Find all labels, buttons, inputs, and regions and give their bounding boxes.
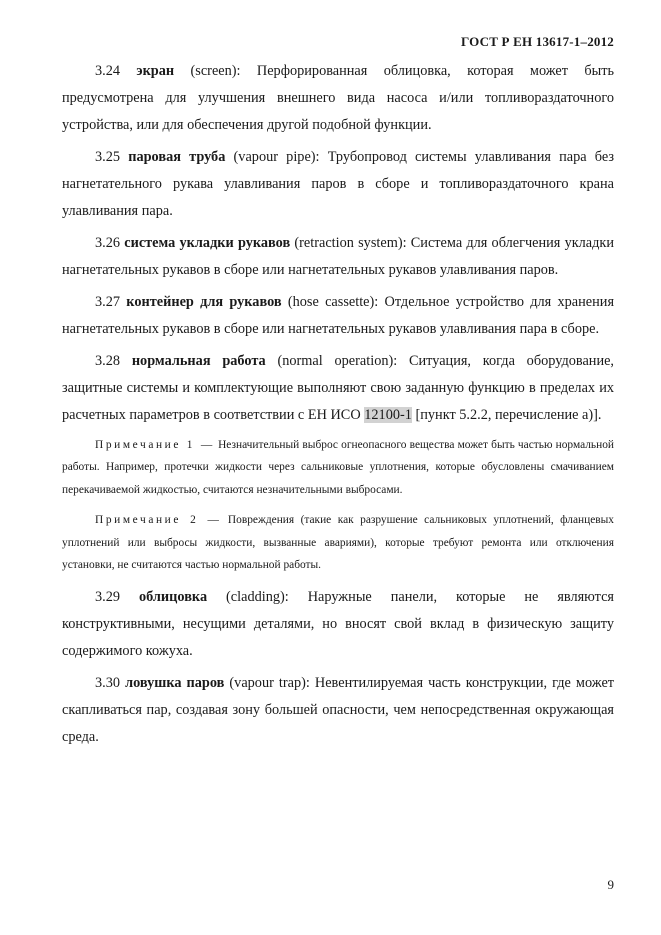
standard-reference-link[interactable]: 12100-1 <box>364 407 412 423</box>
term-definition: Ситуация, когда оборудование, защитные системы и комплектующие выполняют свою заданную функцию в пределах их расчетных параметров в соответствии с ЕН ИСО <box>62 353 615 423</box>
entry-number: 3.30 <box>95 675 121 692</box>
term-english: (vapour pipe): <box>233 149 320 165</box>
term-entry-3-30 <box>62 670 614 751</box>
term-entry-3-28 <box>62 348 614 429</box>
page-number: 9 <box>607 877 614 892</box>
term-title: ловушка паров <box>125 675 225 692</box>
entry-number: 3.29 <box>95 589 121 606</box>
term-english: (vapour trap): <box>229 675 310 692</box>
term-english: (cladding): <box>226 589 289 606</box>
document-header: ГОСТ Р ЕН 13617-1–2012 <box>461 34 614 49</box>
term-definition: Отдельное устройство для хранения нагнетательных рукавов в сборе или нагнетательных рукавов улавливания пара в сборе. <box>62 294 615 337</box>
term-definition: Невентилируемая часть конструкции, где может скапливаться пар, создавая зону большей опасности, чем непосредственная окружающая среда. <box>62 675 615 746</box>
term-definition: Трубопровод системы улавливания пара без нагнетательного рукава улавливания паров в сборе и топливораздаточного крана улавливания пара. <box>62 149 615 219</box>
term-title: нормальная работа <box>131 353 266 369</box>
note-text: Незначительный выброс огнеопасного вещества может быть частью нормальной работы. Например, протечки жидкости через сальниковые уплотнения, которые обусловлены смачиванием перекачиваемой жидкостью, считаются незначительными выбросами. <box>62 439 614 496</box>
term-definition: Наружные панели, которые не являются конструктивными, несущими деталями, но вносят свой вклад в физическую защиту содержимого кожуха. <box>62 589 615 660</box>
term-definition: Перфорированная облицовка, которая может быть предусмотрена для улучшения внешнего вида насоса и/или топливораздаточного устройства, или для обеспечения другой подобной функции. <box>62 63 615 133</box>
entry-number: 3.28 <box>95 353 121 369</box>
note-1 <box>62 434 614 501</box>
note-label: Примечание 1 — <box>95 439 215 451</box>
term-entry-3-29 <box>62 584 614 665</box>
term-title: контейнер для рукавов <box>126 294 282 310</box>
term-entry-3-27 <box>62 289 614 343</box>
entry-number: 3.25 <box>95 149 121 165</box>
term-english: (retraction system): <box>294 235 407 251</box>
term-entry-3-26 <box>62 230 614 284</box>
note-text: Повреждения (такие как разрушение сальниковых уплотнений, фланцевых уплотнений или выбросы жидкости, вызванные авариями), которые требуют ремонта или отключения установки, не считаются частью нормальной работы. <box>62 514 614 572</box>
entry-number: 3.26 <box>95 235 121 251</box>
term-entry-3-24 <box>62 58 614 139</box>
term-title: система укладки рукавов <box>124 235 291 251</box>
term-definition-tail: [пункт 5.2.2, перечисление а)]. <box>415 407 602 423</box>
term-english: (screen): <box>190 63 241 79</box>
term-title: паровая труба <box>128 149 226 165</box>
term-english: (hose cassette): <box>287 294 379 310</box>
term-title: облицовка <box>138 589 208 606</box>
note-2 <box>62 509 614 576</box>
entry-number: 3.27 <box>95 294 121 310</box>
term-english: (normal operation): <box>277 353 398 369</box>
term-title: экран <box>136 63 175 79</box>
term-definition: Система для облегчения укладки нагнетательных рукавов в сборе или нагнетательных рукавов улавливания паров. <box>62 235 615 278</box>
entry-number: 3.24 <box>95 63 121 79</box>
note-label: Примечание 2 — <box>95 514 222 527</box>
term-entry-3-25 <box>62 144 614 225</box>
document-body <box>62 58 614 756</box>
